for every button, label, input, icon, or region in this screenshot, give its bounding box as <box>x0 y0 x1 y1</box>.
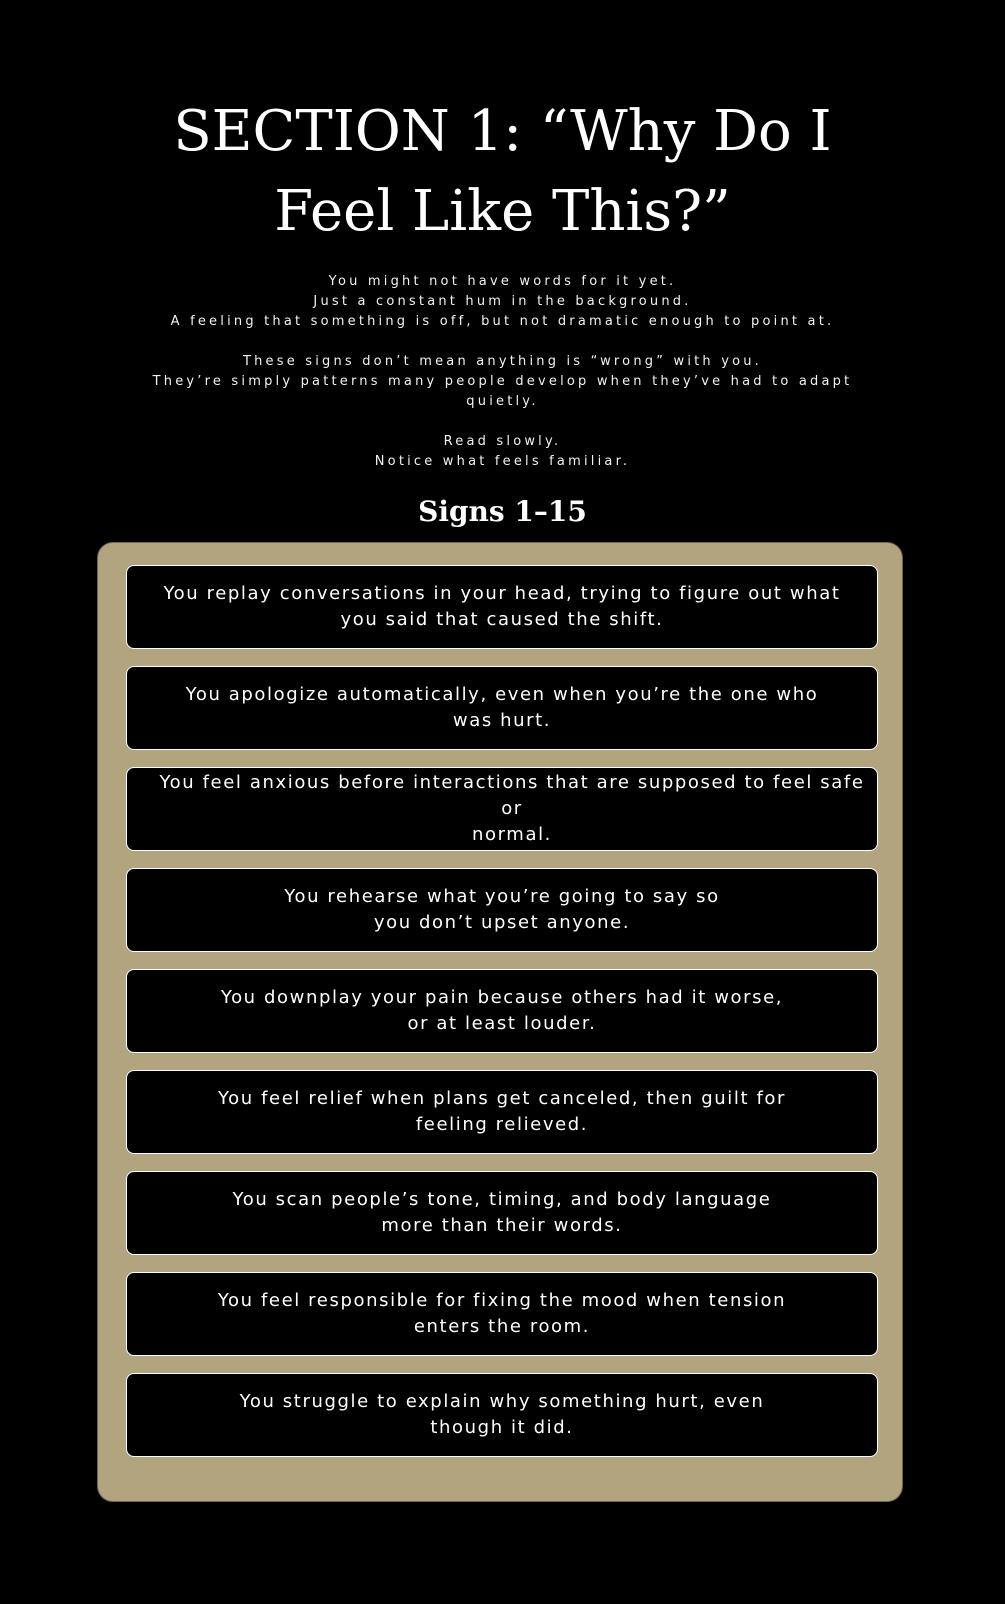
sign-card-3 <box>126 767 878 851</box>
intro-line: A feeling that something is off, but not dramatic enough to point at. <box>170 314 835 329</box>
section-title-line-2: Feel Like This?” <box>274 179 731 244</box>
intro-line: They’re simply patterns many people develop when they’ve had to adapt <box>152 374 853 389</box>
sign-text-line: You apologize automatically, even when you’re the one who <box>185 684 819 705</box>
sign-card-5 <box>126 969 878 1053</box>
intro-line: Just a constant hum in the background. <box>313 294 692 309</box>
sign-text-line: more than their words. <box>381 1215 623 1236</box>
sign-card-2 <box>126 666 878 750</box>
sign-text-line: you don’t upset anyone. <box>373 912 631 933</box>
sign-text-line: you said that caused the shift. <box>340 609 664 630</box>
sign-text <box>240 1389 765 1441</box>
sign-text-line: You downplay your pain because others had it worse, <box>220 987 784 1008</box>
sign-text-line: You rehearse what you’re going to say so <box>284 886 720 907</box>
sign-text <box>233 1187 772 1239</box>
sign-card-1 <box>126 565 878 649</box>
intro-line: Read slowly. <box>443 434 562 449</box>
intro-line: quietly. <box>466 394 539 409</box>
sign-text-line: or at least louder. <box>407 1013 597 1034</box>
sign-card-9 <box>126 1373 878 1457</box>
sign-text-line: feeling relieved. <box>415 1114 589 1135</box>
sign-card-4 <box>126 868 878 952</box>
sign-card-8 <box>126 1272 878 1356</box>
intro-text <box>100 272 905 472</box>
signs-heading: Signs 1–15 <box>418 495 587 528</box>
sign-text-line: enters the room. <box>413 1316 591 1337</box>
sign-text <box>163 581 840 633</box>
section-title-line-1: SECTION 1: “Why Do I <box>173 99 832 164</box>
signs-panel <box>97 542 903 1502</box>
intro-line: These signs don’t mean anything is “wrong” with you. <box>242 354 763 369</box>
intro-line: You might not have words for it yet. <box>328 274 677 289</box>
sign-card-7 <box>126 1171 878 1255</box>
sign-text-line: You feel relief when plans get canceled, then guilt for <box>217 1088 787 1109</box>
sign-text <box>284 884 719 936</box>
intro-line: Notice what feels familiar. <box>374 454 631 469</box>
sign-text <box>157 770 867 848</box>
sign-text-line: normal. <box>472 824 552 845</box>
intro-paragraph-2 <box>100 352 905 412</box>
sign-text <box>221 985 783 1037</box>
sign-text-line: You feel anxious before interactions that are supposed to feel safe or <box>159 772 865 819</box>
intro-paragraph-1 <box>100 272 905 332</box>
sign-text-line: You replay conversations in your head, trying to figure out what <box>163 583 841 604</box>
sign-text-line: though it did. <box>430 1417 574 1438</box>
sign-text-line: You scan people’s tone, timing, and body language <box>232 1189 772 1210</box>
sign-card-6 <box>126 1070 878 1154</box>
sign-text <box>186 682 819 734</box>
sign-text <box>218 1086 786 1138</box>
intro-paragraph-3 <box>100 432 905 472</box>
sign-text-line: was hurt. <box>452 710 552 731</box>
sign-text <box>218 1288 786 1340</box>
sign-text-line: You struggle to explain why something hurt, even <box>239 1391 765 1412</box>
section-title <box>0 92 1005 252</box>
sign-text-line: You feel responsible for fixing the mood when tension <box>217 1290 787 1311</box>
